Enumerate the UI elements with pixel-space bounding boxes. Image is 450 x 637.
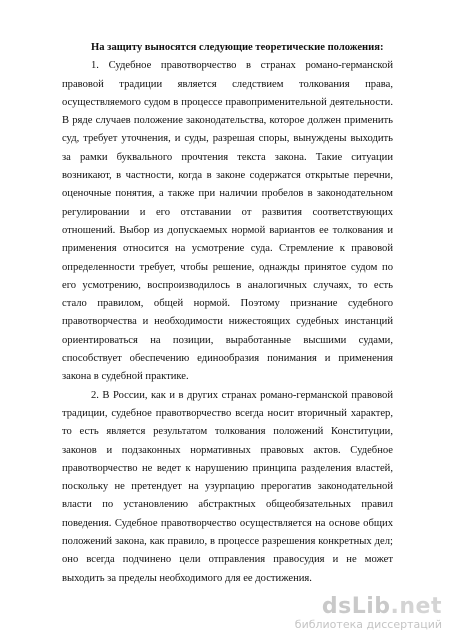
watermark-logo-main: dsLib [321,594,391,619]
document-page [62,39,393,588]
page-heading: На защиту выносятся следующие теоретические положения: [91,42,384,53]
paragraph-2: 2. В России, как и в других странах романо-германской правовой традиции, судебное правотворчество всегда носит вторичный характер, то есть является результатом толкования положений Конституции, законов и подзаконных нормативных правовых актов. Судебное правотворчество не ведет к нарушению принципа разделения властей, поскольку не претендует на узурпацию прерогатив законодательной власти по установлению абстрактных общеобязательных правил поведения. Судебное правотворчество осуществляется на основе общих положений закона, как правило, в процессе разрешения конкретных дел; оно всегда подчинено цели отправления правосудия и не может выходить за пределы необходимого для ее достижения. [62,389,393,584]
watermark-subtitle: библиотека диссертаций [294,618,442,631]
site-watermark [295,596,442,631]
watermark-logo [295,596,442,618]
watermark-logo-tld: .net [390,594,442,619]
paragraph-1: 1. Судебное правотворчество в странах романо-германской правовой традиции является следствием толкования права, осуществляемого судом в процессе правоприменительной деятельности. В ряде случаев положение законодательства, которое должен применить суд, требует уточнения, и суды, разрешая споры, вынуждены выходить за рамки буквального прочтения текста закона. Такие ситуации возникают, в частности, когда в законе содержатся открытые перечни, оценочные понятия, а также при наличии пробелов в законодательном регулировании и его отставании от развития соответствующих отношений. Выбор из допускаемых нормой вариантов ее толкования и применения относится на усмотрение суда. Стремление к правовой определенности требует, чтобы решение, однажды принятое судом по его усмотрению, воспроизводилось в аналогичных случаях, то есть стало правилом, общей нормой. Поэтому признание судебного правотворчества и необходимости нижестоящих судебных инстанций ориентироваться на позиции, выработанные высшими судами, способствует обеспечению единообразия понимания и применения закона в судебной практике. [62,60,393,383]
